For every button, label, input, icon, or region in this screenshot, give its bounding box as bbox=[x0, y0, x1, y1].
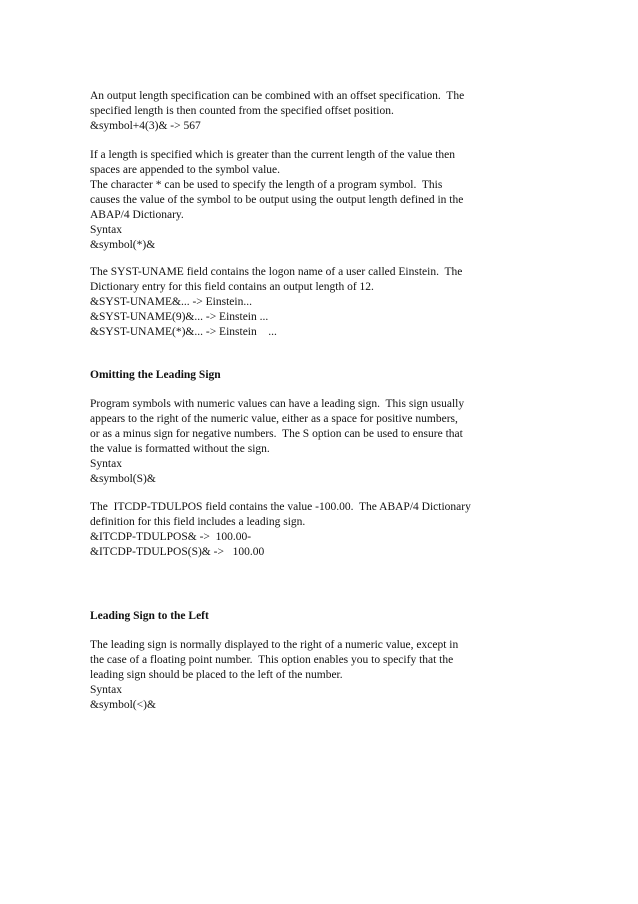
code-line: &symbol+4(3)& -> 567 bbox=[90, 120, 201, 132]
paragraph-line: The leading sign is normally displayed to the right of a numeric value, except in bbox=[90, 639, 459, 651]
paragraph-line: appears to the right of the numeric value, either as a space for positive numbers, bbox=[90, 413, 458, 425]
code-line: &ITCDP-TDULPOS& -> 100.00- bbox=[90, 531, 252, 543]
code-line: &SYST-UNAME&... -> Einstein... bbox=[90, 296, 252, 308]
paragraph-line: If a length is specified which is greater than the current length of the value then bbox=[90, 149, 455, 161]
code-line: &ITCDP-TDULPOS(S)& -> 100.00 bbox=[90, 546, 265, 558]
paragraph-line: ABAP/4 Dictionary. bbox=[90, 209, 184, 221]
paragraph-line: or as a minus sign for negative numbers. The S option can be used to ensure that bbox=[90, 428, 463, 440]
paragraph-line: Program symbols with numeric values can have a leading sign. This sign usually bbox=[90, 398, 465, 410]
code-line: &symbol(<)& bbox=[90, 699, 156, 711]
paragraph-line: leading sign should be placed to the left of the number. bbox=[90, 669, 343, 681]
code-line: &SYST-UNAME(*)&... -> Einstein ... bbox=[90, 326, 277, 338]
paragraph-line: causes the value of the symbol to be output using the output length defined in the bbox=[90, 194, 464, 206]
paragraph-line: The character * can be used to specify the length of a program symbol. This bbox=[90, 179, 443, 191]
code-line: &symbol(S)& bbox=[90, 473, 156, 485]
section-heading: Leading Sign to the Left bbox=[90, 610, 209, 622]
code-line: &symbol(*)& bbox=[90, 239, 156, 251]
paragraph-line: the value is formatted without the sign. bbox=[90, 443, 270, 455]
paragraph-line: specified length is then counted from the specified offset position. bbox=[90, 105, 394, 117]
paragraph-line: the case of a floating point number. This option enables you to specify that the bbox=[90, 654, 454, 666]
paragraph-line: definition for this field includes a leading sign. bbox=[90, 516, 306, 528]
paragraph-line: The ITCDP-TDULPOS field contains the value -100.00. The ABAP/4 Dictionary bbox=[90, 501, 471, 513]
syntax-label: Syntax bbox=[90, 684, 122, 696]
syntax-label: Syntax bbox=[90, 458, 122, 470]
section-heading: Omitting the Leading Sign bbox=[90, 369, 221, 381]
syntax-label: Syntax bbox=[90, 224, 122, 236]
code-line: &SYST-UNAME(9)&... -> Einstein ... bbox=[90, 311, 269, 323]
paragraph-line: An output length specification can be combined with an offset specification. The bbox=[90, 90, 465, 102]
paragraph-line: Dictionary entry for this field contains an output length of 12. bbox=[90, 281, 374, 293]
paragraph-line: spaces are appended to the symbol value. bbox=[90, 164, 281, 176]
paragraph-line: The SYST-UNAME field contains the logon name of a user called Einstein. The bbox=[90, 266, 463, 278]
